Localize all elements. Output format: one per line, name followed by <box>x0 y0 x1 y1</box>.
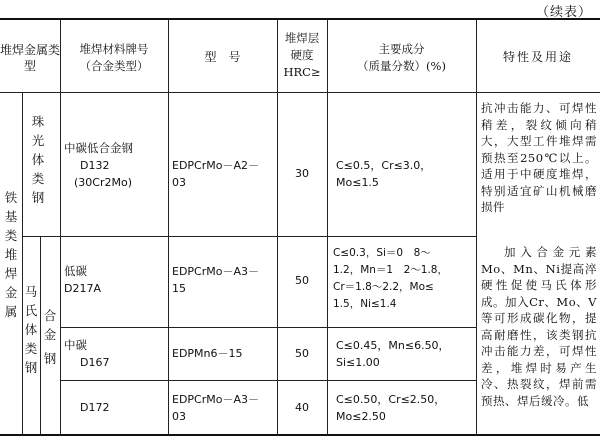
composition-cont: Si≤1.00 <box>336 356 380 369</box>
col-divider <box>40 236 41 434</box>
model-number-cont: 03 <box>172 410 186 423</box>
header-usage: 特性及用途 <box>502 50 573 64</box>
model-number: EDPCrMo－A3－ <box>172 393 260 406</box>
usage-text: 抗冲击能力、可焊性稍差，裂纹倾向稍大，大型工件堆焊需预热至250℃以上。适用于中硬度堆焊，特别适宜矿山机械磨损件 <box>481 101 597 214</box>
composition: C≤0.50，Cr≤2.50， <box>336 393 446 406</box>
hardness-value: 40 <box>295 401 309 414</box>
model-number: EDPMn6－15 <box>172 347 243 360</box>
composition-cont: 1.5，Ni≤1.4 <box>333 298 397 310</box>
col-divider <box>476 20 477 434</box>
sub-label-pearlite: 珠 光 体 类 钢 <box>31 114 45 205</box>
col-divider <box>22 92 23 434</box>
header-hardness-line1: 堆焊层 <box>284 31 320 45</box>
header-hardness-line3: HRC≥ <box>283 65 321 79</box>
header-model: 型 号 <box>204 50 241 64</box>
material-alloy: (30Cr2Mo) <box>74 176 133 189</box>
header-hardness-line2: 硬度 <box>290 48 314 62</box>
header-rule <box>0 92 600 93</box>
header-composition-line2: （质量分数）(%) <box>357 59 446 73</box>
col-divider <box>277 20 278 434</box>
composition: C≤0.3，Si＝0 8～ <box>333 247 431 259</box>
sub-label-alloy-steel: 合 金 钢 <box>43 308 57 366</box>
model-number: EDPCrMo－A2－ <box>172 159 260 172</box>
composition-cont: Mo≤1.5 <box>336 176 379 189</box>
material-name: 低碳 <box>64 264 87 278</box>
hardness-value: 30 <box>295 167 309 180</box>
composition: C≤0.5，Cr≤3.0， <box>336 159 432 172</box>
group-label-iron-based: 铁 基 类 堆 焊 金 属 <box>4 190 18 319</box>
header-material-line2: （合金类型） <box>79 59 149 73</box>
composition: C≤0.45，Mn≤6.50， <box>336 339 450 352</box>
hardness-value: 50 <box>295 274 309 287</box>
material-grade: D217A <box>64 282 101 295</box>
row-rule <box>60 380 476 381</box>
composition-cont: Cr＝1.8～2.2，Mo≤ <box>333 281 434 293</box>
material-grade: D172 <box>80 401 110 414</box>
model-number-cont: 15 <box>172 282 186 295</box>
header-metal-type: 堆焊金属类型 <box>0 43 61 73</box>
material-name: 中碳 <box>64 338 87 352</box>
sub-label-martensite: 马 氏 体 类 钢 <box>24 284 38 375</box>
header-material-line1: 堆焊材料牌号 <box>79 42 149 56</box>
usage-text: 加入合金元素Mo、Mn、Ni提高淬硬性促使马氏体形成。加入Cr、Mo、V等可形成碳化物，提高耐磨性，该类钢抗冲击能力差，可焊性差，堆焊时易产生冷、热裂纹，焊前需预热、焊后缓冷。低 <box>481 245 597 408</box>
continued-label: （续表） <box>535 5 592 20</box>
composition-cont: Mo≤2.50 <box>336 410 386 423</box>
hardness-value: 50 <box>295 347 309 360</box>
col-divider <box>168 20 169 434</box>
material-grade: D132 <box>80 159 110 172</box>
header-composition-line1: 主要成分 <box>378 42 425 56</box>
row-rule <box>60 327 476 328</box>
col-divider <box>327 20 328 434</box>
col-divider <box>60 20 61 434</box>
model-number-cont: 03 <box>172 176 186 189</box>
material-name: 中碳低合金钢 <box>64 141 133 155</box>
material-grade: D167 <box>80 356 110 369</box>
spec-table <box>0 18 600 436</box>
composition-cont: 1.2，Mn＝1 2～1.8， <box>333 264 448 276</box>
model-number: EDPCrMo－A3－ <box>172 265 260 278</box>
row-rule <box>22 236 476 237</box>
